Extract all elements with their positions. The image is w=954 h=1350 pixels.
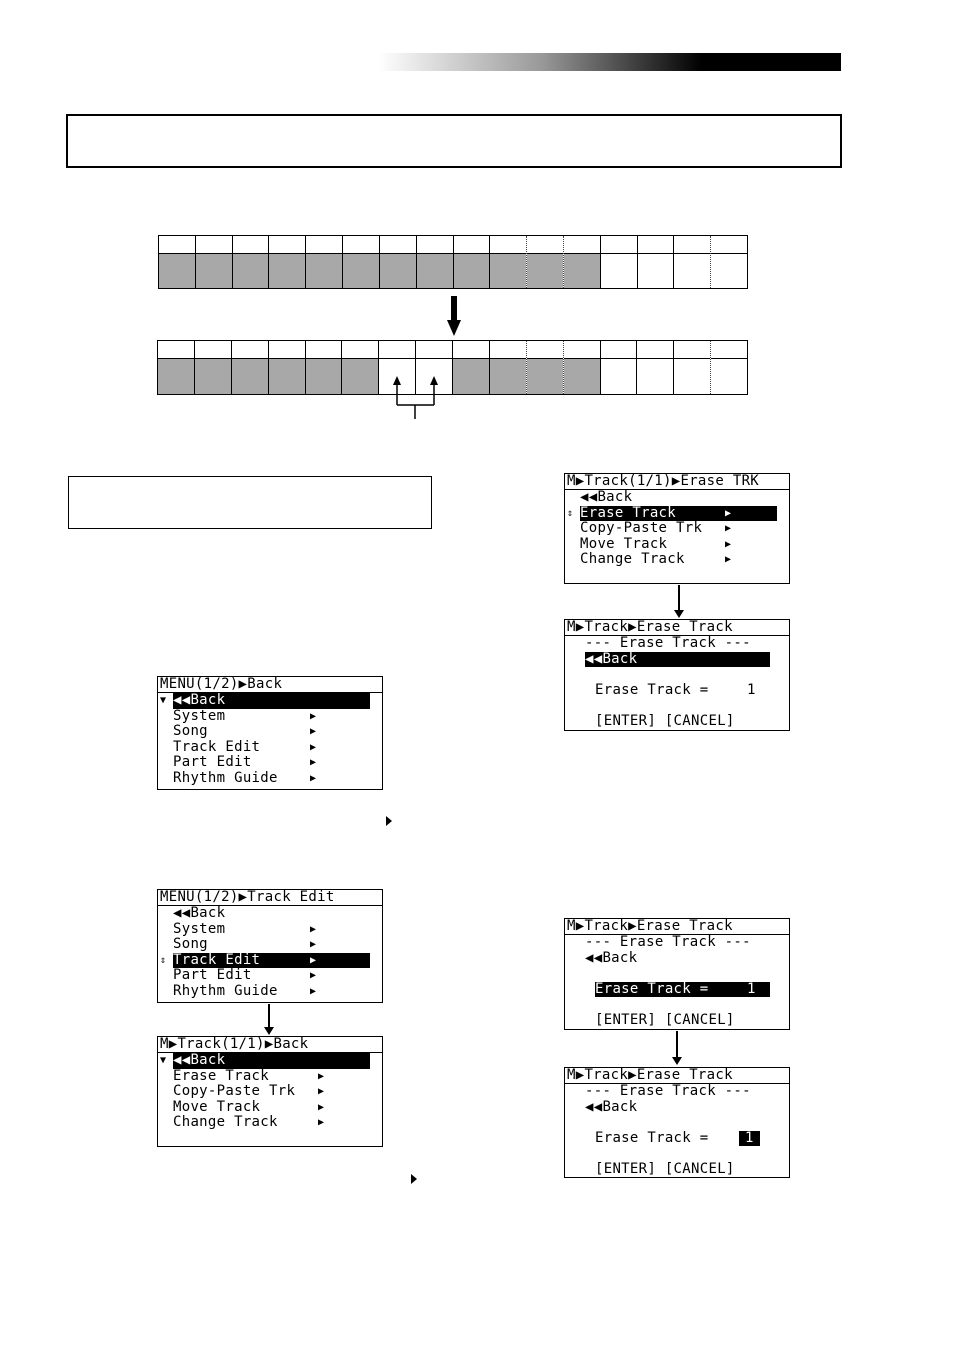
right-triangle-icon <box>386 816 392 826</box>
erase-title: --- Erase Track --- <box>585 934 751 950</box>
lcd-screen-track-back <box>157 1036 383 1147</box>
menu-item-label: Change Track <box>173 1114 278 1130</box>
lcd-header: MENU(1/2)▶Back <box>158 677 382 693</box>
enter-cancel-buttons-row[interactable] <box>565 1013 789 1029</box>
lcd-header: M▶Track▶Erase Track <box>565 1068 789 1084</box>
erase-title-row <box>565 935 789 951</box>
track-cell-3 <box>232 236 269 288</box>
submenu-arrow-icon: ▶ <box>310 710 317 722</box>
track-cell-13 <box>600 341 637 394</box>
menu-item[interactable] <box>158 724 382 740</box>
track-cell-15 <box>673 236 710 288</box>
submenu-arrow-icon: ▶ <box>310 757 317 768</box>
track-cell-12 <box>563 341 600 394</box>
submenu-arrow-icon: ▶ <box>310 985 317 997</box>
track-cell-9 <box>452 341 489 394</box>
back-option-row[interactable] <box>565 951 789 967</box>
back-option-row[interactable] <box>565 652 789 668</box>
right-triangle-icon <box>411 1174 417 1184</box>
submenu-arrow-icon: ▶ <box>318 1101 325 1113</box>
erase-title-row <box>565 636 789 652</box>
track-cell-16 <box>710 236 747 288</box>
erase-track-label-row[interactable] <box>565 982 789 998</box>
blank-row <box>565 698 789 714</box>
menu-item[interactable] <box>158 1053 382 1069</box>
menu-item[interactable] <box>565 490 789 506</box>
lcd-header: M▶Track▶Erase Track <box>565 919 789 935</box>
track-cell-10 <box>489 236 526 288</box>
cursor-icon: ⇕ <box>160 954 167 966</box>
back-option: ◀◀Back <box>585 1098 638 1115</box>
menu-item-label: Part Edit <box>173 754 252 770</box>
menu-item[interactable] <box>158 709 382 725</box>
menu-item-label: System <box>173 920 226 937</box>
menu-item-label: Copy-Paste Trk <box>580 520 703 536</box>
menu-item-label: Rhythm Guide <box>173 769 278 786</box>
track-cell-13 <box>600 236 637 288</box>
enter-cancel-buttons: [ENTER] [CANCEL] <box>595 1011 735 1028</box>
lcd-screen-menu-back <box>157 676 383 790</box>
track-cell-2 <box>194 341 231 394</box>
lcd-screen-erase-track-value <box>564 918 790 1030</box>
header-gradient-bar <box>378 53 841 71</box>
lcd-header: M▶Track(1/1)▶Erase TRK <box>565 474 789 490</box>
lcd-header: MENU(1/2)▶Track Edit <box>158 890 382 906</box>
menu-item[interactable] <box>565 537 789 553</box>
menu-item-label: Track Edit <box>173 738 261 755</box>
submenu-arrow-icon: ▶ <box>310 970 317 981</box>
menu-item-label: Track Edit <box>173 953 370 969</box>
erased-track-pointer-icon <box>390 375 444 420</box>
submenu-arrow-icon: ▶ <box>310 923 317 935</box>
menu-item[interactable] <box>158 740 382 756</box>
track-cell-4 <box>268 236 305 288</box>
erase-track-label-row[interactable] <box>565 683 789 699</box>
blank-row <box>565 997 789 1013</box>
blank-row <box>565 1115 789 1131</box>
blank-row <box>565 1146 789 1162</box>
menu-item[interactable] <box>158 968 382 984</box>
menu-item-label: Erase Track <box>580 506 777 522</box>
menu-item[interactable] <box>158 771 382 787</box>
menu-item[interactable] <box>565 521 789 537</box>
menu-item[interactable] <box>158 693 382 709</box>
lcd-screen-track-erase-trk <box>564 473 790 584</box>
track-cell-7 <box>379 236 416 288</box>
menu-item-label: Song <box>173 936 208 952</box>
erase-title-row <box>565 1084 789 1100</box>
cursor-icon: ⇕ <box>567 507 574 519</box>
menu-item[interactable] <box>158 906 382 922</box>
blank-row <box>565 667 789 683</box>
connector-line <box>268 1004 270 1029</box>
menu-item-label: ◀◀Back <box>173 905 226 921</box>
down-arrow-icon <box>447 296 459 336</box>
track-diagram-after <box>157 340 748 395</box>
enter-cancel-buttons: [ENTER] [CANCEL] <box>595 1160 735 1177</box>
track-cell-16 <box>710 341 747 394</box>
menu-item-label: Song <box>173 723 208 739</box>
enter-cancel-buttons-row[interactable] <box>565 714 789 730</box>
track-cell-9 <box>453 236 490 288</box>
submenu-arrow-icon: ▶ <box>318 1070 325 1082</box>
back-option: ◀◀Back <box>585 949 638 966</box>
submenu-arrow-icon: ▶ <box>318 1086 325 1097</box>
track-cell-8 <box>416 236 453 288</box>
menu-item[interactable] <box>158 953 382 969</box>
submenu-arrow-icon: ▶ <box>725 507 732 519</box>
back-option: ◀◀Back <box>585 652 770 668</box>
lcd-screen-erase-track-back <box>564 619 790 731</box>
menu-item[interactable] <box>158 1100 382 1116</box>
track-cell-6 <box>342 236 379 288</box>
lcd-screen-erase-track-edit <box>564 1067 790 1178</box>
lcd-header: M▶Track(1/1)▶Back <box>158 1037 382 1053</box>
menu-item-label: System <box>173 707 226 724</box>
erase-track-label: Erase Track = <box>595 681 709 698</box>
erase-title: --- Erase Track --- <box>585 635 751 651</box>
menu-item[interactable] <box>565 506 789 522</box>
submenu-arrow-icon: ▶ <box>310 726 317 737</box>
menu-item[interactable] <box>158 984 382 1000</box>
menu-item-label: Rhythm Guide <box>173 982 278 999</box>
menu-item[interactable] <box>158 1084 382 1100</box>
menu-item-label: Move Track <box>173 1098 261 1115</box>
erase-track-value[interactable]: 1 <box>747 980 756 997</box>
track-cell-12 <box>563 236 600 288</box>
submenu-arrow-icon: ▶ <box>310 772 317 784</box>
submenu-arrow-icon: ▶ <box>310 939 317 950</box>
connector-line <box>676 1031 678 1059</box>
menu-item-label: Part Edit <box>173 967 252 983</box>
menu-item-label: Erase Track <box>173 1067 270 1084</box>
menu-item-label: ◀◀Back <box>173 1053 370 1069</box>
back-option-row[interactable] <box>565 1100 789 1116</box>
section-title-box <box>66 114 842 168</box>
erase-track-label-row[interactable] <box>565 1131 789 1147</box>
connector-line <box>678 585 680 612</box>
cursor-icon: ▼ <box>160 695 167 706</box>
submenu-arrow-icon: ▶ <box>725 538 732 550</box>
erase-track-label: Erase Track = <box>595 982 770 998</box>
menu-item-label: ◀◀Back <box>173 693 370 709</box>
menu-item[interactable] <box>565 552 789 568</box>
subsection-box <box>68 476 432 529</box>
track-cell-3 <box>231 341 268 394</box>
lcd-screen-menu-track-edit <box>157 889 383 1003</box>
menu-item-label: ◀◀Back <box>580 489 633 505</box>
menu-item[interactable] <box>158 755 382 771</box>
track-cell-11 <box>526 341 563 394</box>
enter-cancel-buttons-row[interactable] <box>565 1162 789 1178</box>
track-diagram-before <box>158 235 748 289</box>
menu-item-label: Move Track <box>580 535 668 552</box>
menu-item-label: Change Track <box>580 551 685 567</box>
track-cell-1 <box>159 236 195 288</box>
submenu-arrow-icon: ▶ <box>725 554 732 565</box>
track-cell-5 <box>305 236 342 288</box>
track-cell-10 <box>489 341 526 394</box>
track-cell-6 <box>341 341 378 394</box>
cursor-icon: ▼ <box>160 1055 167 1066</box>
arrow-down-icon <box>672 1057 682 1065</box>
submenu-arrow-icon: ▶ <box>725 523 732 534</box>
arrow-down-icon <box>674 610 684 618</box>
erase-title: --- Erase Track --- <box>585 1083 751 1099</box>
menu-item[interactable] <box>158 937 382 953</box>
track-cell-5 <box>305 341 342 394</box>
menu-item[interactable] <box>158 1115 382 1131</box>
submenu-arrow-icon: ▶ <box>318 1117 325 1128</box>
track-cell-15 <box>673 341 710 394</box>
enter-cancel-buttons: [ENTER] [CANCEL] <box>595 712 735 729</box>
lcd-header: M▶Track▶Erase Track <box>565 620 789 636</box>
erase-track-value[interactable]: 1 <box>739 1131 760 1147</box>
erase-track-label: Erase Track = <box>595 1129 709 1146</box>
track-cell-14 <box>636 341 673 394</box>
track-cell-1 <box>158 341 194 394</box>
track-cell-4 <box>268 341 305 394</box>
track-cell-2 <box>195 236 232 288</box>
track-cell-14 <box>637 236 674 288</box>
submenu-arrow-icon: ▶ <box>310 954 317 966</box>
track-cell-11 <box>526 236 563 288</box>
arrow-down-icon <box>264 1027 274 1035</box>
menu-item-label: Copy-Paste Trk <box>173 1083 296 1099</box>
erase-track-value[interactable]: 1 <box>747 681 756 698</box>
submenu-arrow-icon: ▶ <box>310 741 317 753</box>
menu-item[interactable] <box>158 1069 382 1085</box>
menu-item[interactable] <box>158 922 382 938</box>
blank-row <box>565 966 789 982</box>
